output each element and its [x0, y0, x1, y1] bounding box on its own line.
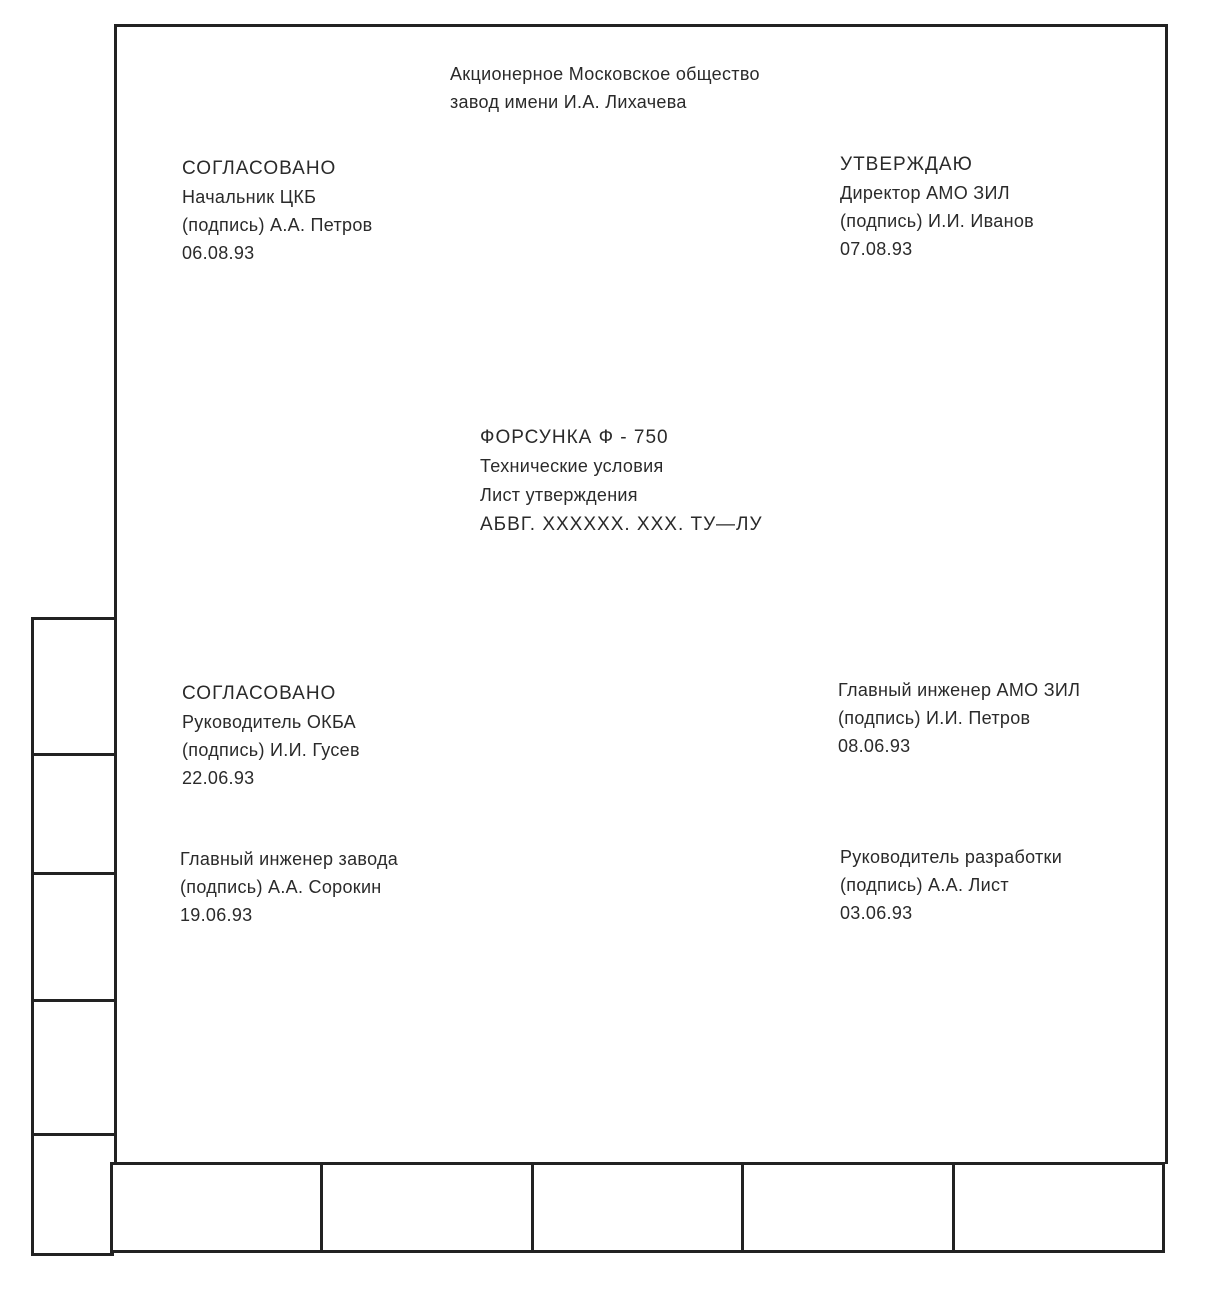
left-margin-stamp: [31, 617, 114, 1256]
approval-block-top-left: [182, 155, 373, 267]
approval-heading: УТВЕРЖДАЮ: [840, 154, 973, 175]
product-name: ФОРСУНКА Ф - 750: [480, 427, 669, 448]
approval-signature-line: (подпись) А.А. Лист: [840, 875, 1009, 895]
organization-header: [450, 60, 760, 116]
sheet-name: Лист утверждения: [480, 485, 638, 505]
bottom-stamp-cell: [534, 1165, 744, 1250]
approval-block-top-right: [840, 151, 1034, 263]
approval-date: 07.08.93: [840, 239, 913, 259]
left-stamp-cell: [34, 1136, 114, 1253]
approval-date: 03.06.93: [840, 903, 913, 923]
approval-position: Руководитель ОКБА: [182, 712, 356, 732]
bottom-stamp-cell: [323, 1165, 533, 1250]
approval-block-low-right: [840, 843, 1062, 927]
approval-heading: СОГЛАСОВАНО: [182, 683, 337, 704]
bottom-stamp-cell: [744, 1165, 954, 1250]
bottom-stamp-cell: [113, 1165, 323, 1250]
organization-line-2: завод имени И.А. Лихачева: [450, 92, 687, 112]
approval-position: Руководитель разработки: [840, 847, 1063, 867]
approval-signature-line: (подпись) И.И. Иванов: [840, 211, 1035, 231]
document-type: Технические условия: [480, 456, 664, 476]
bottom-stamp: [110, 1162, 1165, 1253]
approval-position: Начальник ЦКБ: [182, 187, 317, 207]
approval-signature-line: (подпись) А.А. Петров: [182, 215, 373, 235]
approval-signature-line: (подпись) И.И. Гусев: [182, 740, 360, 760]
document-title-block: [480, 423, 763, 539]
approval-position: Директор АМО ЗИЛ: [840, 183, 1010, 203]
approval-date: 08.06.93: [838, 736, 911, 756]
bottom-stamp-cell: [955, 1165, 1162, 1250]
approval-date: 22.06.93: [182, 768, 255, 788]
approval-signature-line: (подпись) А.А. Сорокин: [180, 877, 382, 897]
left-stamp-cell: [34, 620, 114, 756]
left-stamp-cell: [34, 756, 114, 875]
approval-block-mid-right: [838, 676, 1080, 760]
approval-position: Главный инженер завода: [180, 849, 399, 869]
document-code: АБВГ. XXXXXX. XXX. ТУ—ЛУ: [480, 514, 763, 535]
organization-line-1: Акционерное Московское общество: [450, 64, 760, 84]
approval-date: 06.08.93: [182, 243, 255, 263]
left-stamp-cell: [34, 1002, 114, 1136]
approval-position: Главный инженер АМО ЗИЛ: [838, 680, 1081, 700]
approval-date: 19.06.93: [180, 905, 253, 925]
approval-heading: СОГЛАСОВАНО: [182, 158, 337, 179]
approval-signature-line: (подпись) И.И. Петров: [838, 708, 1031, 728]
approval-block-low-left: [180, 845, 398, 929]
left-stamp-cell: [34, 875, 114, 1002]
approval-block-mid-left: [182, 680, 360, 792]
